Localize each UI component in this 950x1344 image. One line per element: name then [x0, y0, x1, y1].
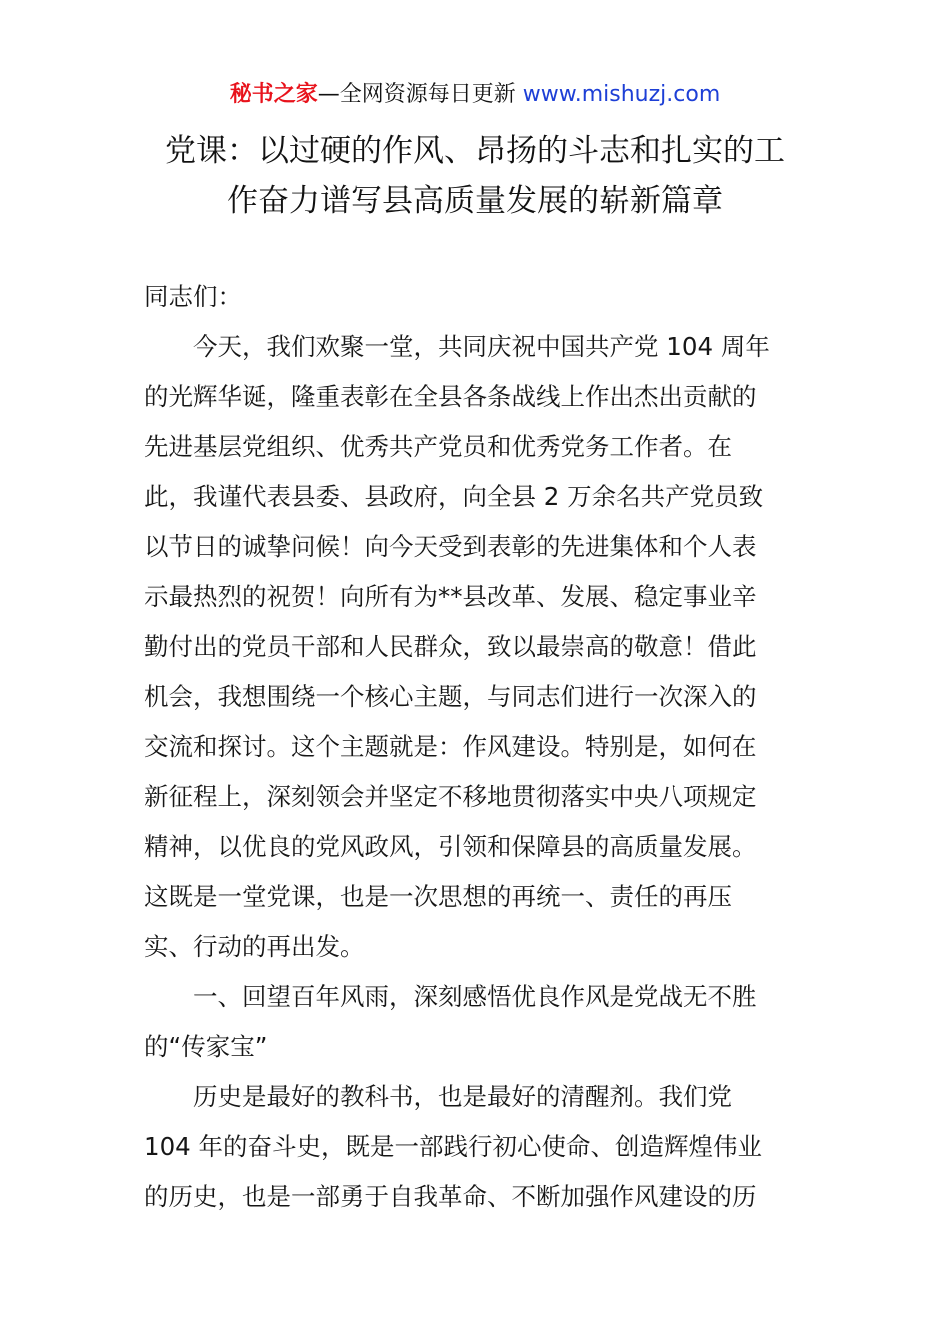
document-body [144, 272, 814, 1222]
brand-name: 秘书之家 [229, 82, 318, 107]
paragraph-line: 的历史，也是一部勇于自我革命、不断加强作风建设的历 [144, 1182, 757, 1211]
paragraph-line: 104 年的奋斗史，既是一部践行初心使命、创造辉煌伟业 [144, 1132, 763, 1161]
paragraph-line: 新征程上，深刻领会并坚定不移地贯彻落实中央八项规定 [144, 782, 757, 811]
header-tagline: —全网资源每日更新 [317, 82, 523, 107]
paragraph-line: 历史是最好的教科书，也是最好的清醒剂。我们党 [193, 1082, 732, 1111]
site-header [0, 78, 950, 112]
paragraph-line: 交流和探讨。这个主题就是：作风建设。特别是，如何在 [144, 732, 757, 761]
paragraph-line: 以节日的诚挚问候！向今天受到表彰的先进集体和个人表 [144, 532, 757, 561]
paragraph-line: 今天，我们欢聚一堂，共同庆祝中国共产党 104 周年 [193, 332, 770, 361]
section-heading: 一、回望百年风雨，深刻感悟优良作风是党战无不胜 [193, 982, 757, 1011]
salutation: 同志们： [144, 282, 242, 311]
paragraph-line: 先进基层党组织、优秀共产党员和优秀党务工作者。在 [144, 432, 732, 461]
title-line-2: 作奋力谱写县高质量发展的崭新篇章 [227, 183, 723, 219]
title-line-1: 党课：以过硬的作风、昂扬的斗志和扎实的工 [165, 133, 785, 169]
paragraph-line: 的光辉华诞，隆重表彰在全县各条战线上作出杰出贡献的 [144, 382, 757, 411]
paragraph-line: 勤付出的党员干部和人民群众，致以最崇高的敬意！借此 [144, 632, 757, 661]
paragraph-line: 精神，以优良的党风政风，引领和保障县的高质量发展。 [144, 832, 757, 861]
paragraph-line: 实、行动的再出发。 [144, 932, 365, 961]
section-heading: 的“传家宝” [144, 1032, 268, 1061]
paragraph-line: 此，我谨代表县委、县政府，向全县 2 万余名共产党员致 [144, 482, 764, 511]
paragraph-line: 这既是一堂党课，也是一次思想的再统一、责任的再压 [144, 882, 732, 911]
document-title [130, 126, 820, 226]
paragraph-line: 机会，我想围绕一个核心主题，与同志们进行一次深入的 [144, 682, 757, 711]
site-url-link[interactable]: www.mishuzj.com [522, 82, 721, 107]
paragraph-line: 示最热烈的祝贺！向所有为**县改革、发展、稳定事业辛 [144, 582, 757, 611]
